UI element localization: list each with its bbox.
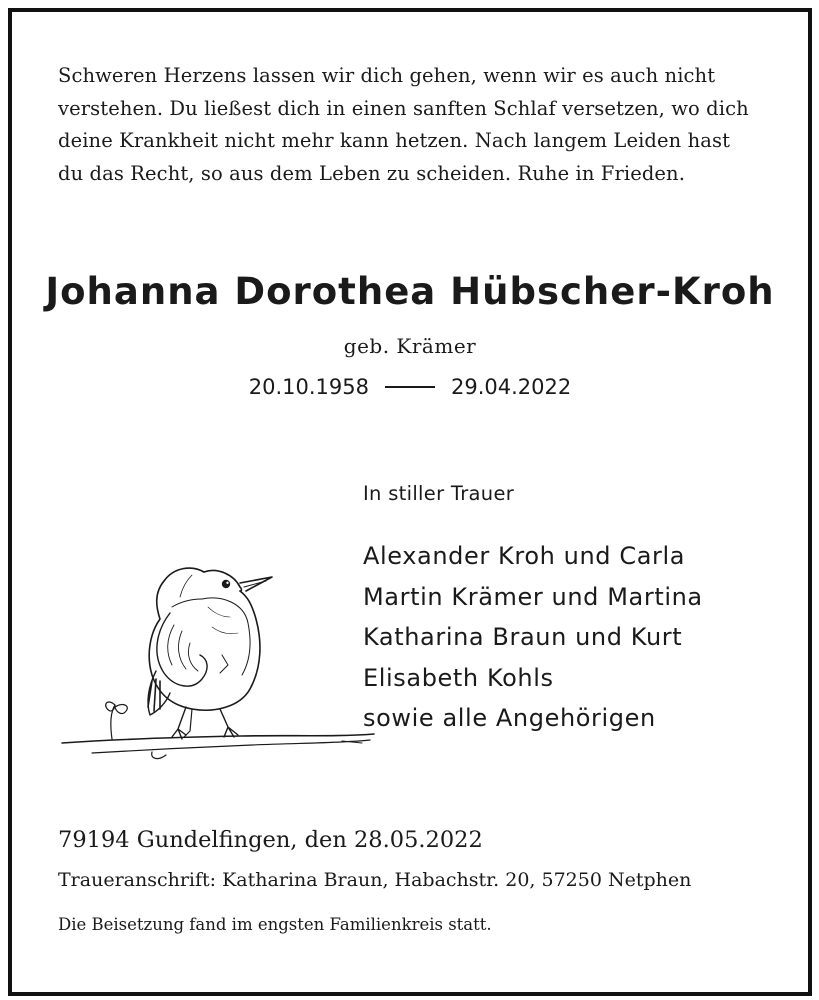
- mourner: sowie alle Angehörigen: [363, 704, 656, 732]
- birth-date: 20.10.1958: [248, 375, 369, 399]
- robin-illustration: [52, 547, 382, 777]
- intro-line: deine Krankheit nicht mehr kann hetzen. Nach langem Leiden hast: [58, 129, 731, 152]
- mourner: Katharina Braun und Kurt: [363, 623, 683, 651]
- deceased-name: Johanna Dorothea Hübscher-Kroh: [45, 270, 775, 313]
- intro-line: verstehen. Du ließest dich in einen sanften Schlaf versetzen, wo dich: [58, 96, 749, 120]
- place-and-date: 79194 Gundelfingen, den 28.05.2022: [58, 827, 483, 853]
- maiden-name: geb. Krämer: [343, 334, 477, 358]
- death-date: 29.04.2022: [451, 375, 572, 399]
- intro-poem: [58, 60, 778, 190]
- intro-line: Schweren Herzens lassen wir dich gehen, wenn wir es auch nicht: [58, 64, 716, 87]
- intro-line: du das Recht, so aus dem Leben zu scheiden. Ruhe in Frieden.: [58, 161, 686, 185]
- mourning-address: Traueranschrift: Katharina Braun, Habachstr. 20, 57250 Netphen: [58, 869, 692, 891]
- mourner: Elisabeth Kohls: [363, 663, 554, 692]
- date-separator: [385, 386, 435, 388]
- burial-note: Die Beisetzung fand im engsten Familienkreis statt.: [58, 915, 492, 934]
- obituary-notice: [8, 8, 812, 996]
- mourner: Alexander Kroh und Carla: [363, 542, 686, 570]
- mourners-list: [363, 536, 703, 739]
- mourner: Martin Krämer und Martina: [363, 582, 703, 611]
- mourning-label: In stiller Trauer: [363, 482, 515, 505]
- life-dates: [12, 375, 808, 399]
